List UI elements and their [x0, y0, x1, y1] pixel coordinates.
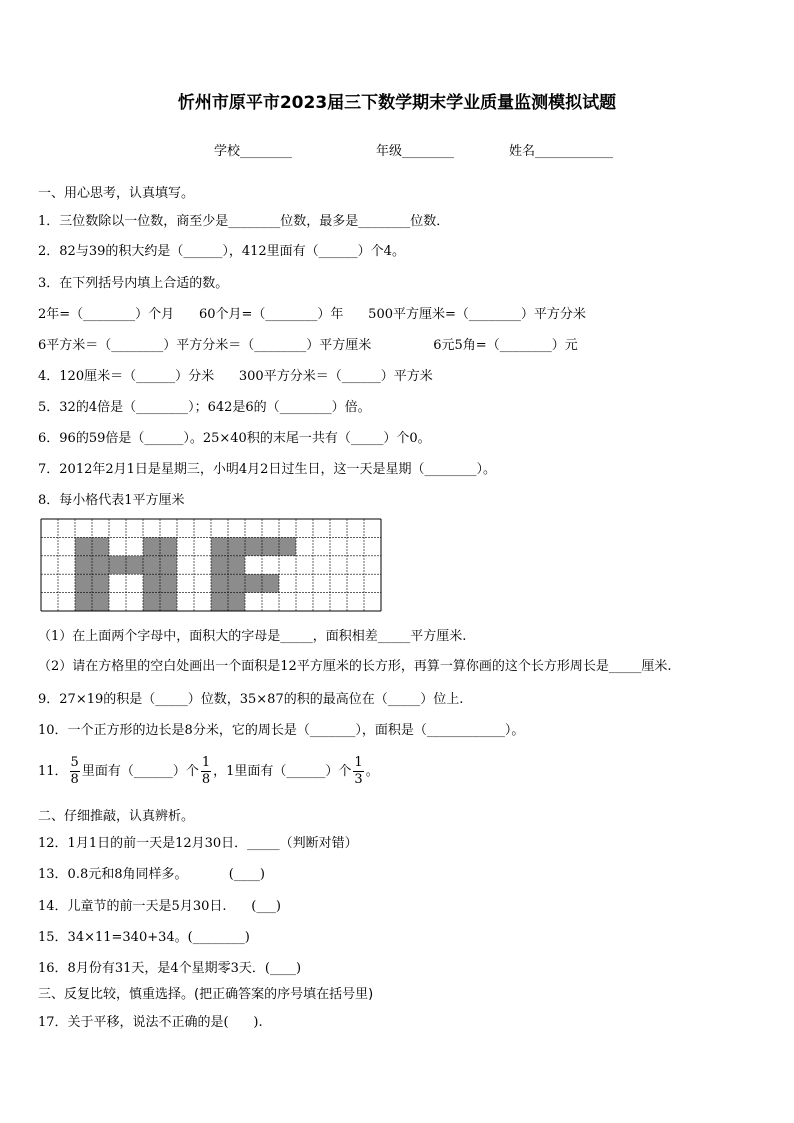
fraction-numerator: 5: [70, 755, 79, 770]
school-field: 学校________: [214, 144, 293, 159]
question-2: 2．82与39的积大约是（______），412里面有（______）个4。: [38, 244, 405, 259]
filled-cell: [211, 574, 228, 592]
filled-cell: [143, 593, 160, 611]
question-11-text-2: ，1里面有（______）个: [213, 764, 352, 779]
filled-cell: [211, 593, 228, 611]
question-3-row-1: 2年=（________）个月 60个月=（________）年 500平方厘米=（________）平方分米: [38, 307, 586, 322]
fraction-numerator: 1: [201, 755, 211, 770]
filled-cell: [160, 593, 177, 611]
question-8-part-2: （2）请在方格里的空白处画出一个面积是12平方厘米的长方形，再算一算你画的这个长方形周长是_____厘米.: [38, 659, 672, 674]
question-17: 17．关于平移，说法不正确的是( ).: [38, 1015, 263, 1030]
filled-cell: [143, 556, 160, 574]
filled-cell: [228, 556, 245, 574]
question-11: [38, 755, 379, 788]
filled-cell: [92, 556, 109, 574]
question-15: 15．34×11=340+34。(________): [38, 930, 250, 945]
square-grid: [40, 518, 382, 616]
question-3-row-2: 6平方米＝（________）平方分米＝（________）平方厘米 6元5角=（________）元: [38, 338, 578, 353]
filled-cell: [109, 556, 126, 574]
filled-cell: [126, 556, 143, 574]
question-11-prefix: 11．: [38, 764, 68, 779]
question-4: 4．120厘米＝（______）分米 300平方分米＝（______）平方米: [38, 369, 433, 384]
filled-cell: [211, 556, 228, 574]
filled-cell: [75, 574, 92, 592]
question-9: 9．27×19的积是（_____）位数，35×87的积的最高位在（_____）位上.: [38, 692, 464, 707]
section-1-heading: 一、用心思考，认真填写。: [38, 186, 195, 201]
fraction-denominator: 3: [354, 772, 363, 787]
section-2-heading: 二、仔细推敲，认真辨析。: [38, 809, 195, 824]
filled-cell: [92, 537, 109, 555]
question-7: 7．2012年2月1日是星期三，小明4月2日过生日，这一天是星期（________）。: [38, 462, 496, 477]
question-13: 13．0.8元和8角同样多。 (____): [38, 867, 265, 882]
filled-cell: [92, 593, 109, 611]
fraction-1-3: [353, 755, 363, 788]
name-field: 姓名____________: [509, 144, 614, 159]
grid-svg: [40, 518, 382, 612]
filled-cell: [245, 574, 262, 592]
question-6: 6．96的59倍是（______）。25×40积的末尾一共有（_____）个0。: [38, 431, 431, 446]
filled-cell: [228, 537, 245, 555]
question-11-end: 。: [365, 764, 379, 779]
filled-cell: [143, 574, 160, 592]
question-11-text-1: 里面有（______）个: [81, 764, 199, 779]
filled-cell: [262, 574, 279, 592]
question-8-part-1: （1）在上面两个字母中，面积大的字母是_____，面积相差_____平方厘米.: [38, 629, 467, 644]
filled-cell: [211, 537, 228, 555]
question-8: 8．每小格代表1平方厘米: [38, 493, 185, 508]
question-14: 14．儿童节的前一天是5月30日. (___): [38, 899, 281, 914]
filled-cell: [245, 537, 262, 555]
fraction-numerator: 1: [354, 755, 363, 770]
filled-cell: [143, 537, 160, 555]
filled-cell: [228, 593, 245, 611]
filled-cell: [75, 593, 92, 611]
filled-cell: [160, 556, 177, 574]
question-3: 3．在下列括号内填上合适的数。: [38, 276, 229, 291]
filled-cell: [228, 574, 245, 592]
filled-cell: [279, 537, 296, 555]
question-16: 16．8月份有31天，是4个星期零3天．(____): [38, 961, 302, 976]
question-5: 5．32的4倍是（________）；642是6的（________）倍。: [38, 400, 371, 415]
filled-cell: [75, 537, 92, 555]
fraction-denominator: 8: [70, 772, 79, 787]
filled-cell: [160, 537, 177, 555]
section-3-heading: 三、反复比较，慎重选择。(把正确答案的序号填在括号里): [38, 987, 374, 1002]
page-title: 忻州市原平市2023届三下数学期末学业质量监测模拟试题: [177, 93, 617, 113]
filled-cell: [160, 574, 177, 592]
filled-cell: [262, 537, 279, 555]
fraction-5-8: [70, 755, 80, 788]
fraction-1-8: [201, 755, 211, 788]
question-1: 1．三位数除以一位数，商至少是________位数，最多是________位数．: [38, 214, 450, 229]
grade-field: 年级________: [376, 144, 455, 159]
filled-cell: [75, 556, 92, 574]
question-12: 12．1月1日的前一天是12月30日．_____（判断对错）: [38, 836, 358, 851]
filled-cell: [92, 574, 109, 592]
question-10: 10．一个正方形的边长是8分米，它的周长是（_______），面积是（____________）。: [38, 723, 525, 738]
fraction-denominator: 8: [201, 772, 211, 787]
